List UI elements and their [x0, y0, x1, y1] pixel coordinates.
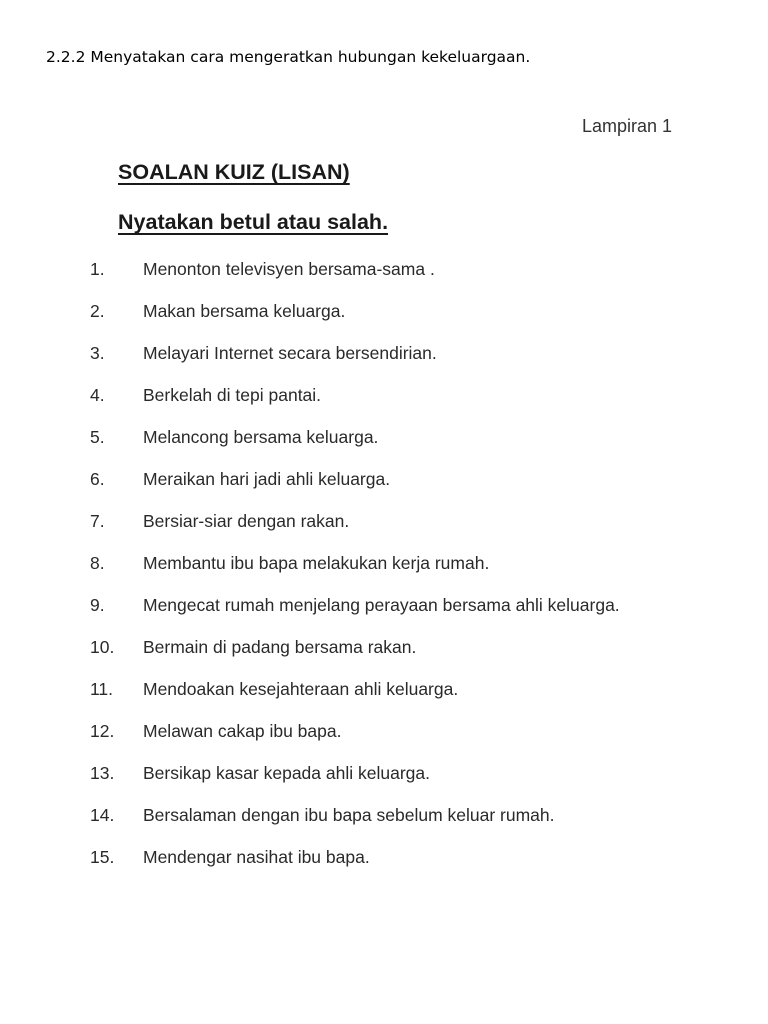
quiz-item	[90, 802, 690, 828]
quiz-title: SOALAN KUIZ (LISAN)	[118, 160, 350, 184]
item-text: Melancong bersama keluarga.	[143, 427, 379, 447]
quiz-item	[90, 256, 690, 282]
item-number: 3.	[90, 343, 105, 363]
quiz-item	[90, 592, 690, 618]
quiz-item	[90, 382, 690, 408]
item-text: Melawan cakap ibu bapa.	[143, 721, 342, 741]
quiz-item	[90, 550, 690, 576]
item-number: 8.	[90, 553, 105, 573]
item-number: 10.	[90, 637, 115, 657]
item-number: 13.	[90, 763, 115, 783]
quiz-question-list	[90, 256, 690, 886]
item-text: Berkelah di tepi pantai.	[143, 385, 322, 405]
quiz-item	[90, 298, 690, 324]
item-text: Bersiar-siar dengan rakan.	[143, 511, 350, 531]
objective-line: 2.2.2 Menyatakan cara mengeratkan hubungan kekeluargaan.	[46, 48, 531, 66]
quiz-item	[90, 466, 690, 492]
item-number: 15.	[90, 847, 115, 867]
item-number: 14.	[90, 805, 115, 825]
item-text: Mendengar nasihat ibu bapa.	[143, 847, 370, 867]
item-number: 11.	[90, 679, 114, 699]
item-text: Bermain di padang bersama rakan.	[143, 637, 417, 657]
quiz-item	[90, 676, 690, 702]
item-number: 12.	[90, 721, 115, 741]
item-number: 2.	[90, 301, 105, 321]
item-number: 7.	[90, 511, 105, 531]
item-number: 5.	[90, 427, 105, 447]
item-text: Bersikap kasar kepada ahli keluarga.	[143, 763, 430, 783]
item-number: 6.	[90, 469, 105, 489]
quiz-item	[90, 508, 690, 534]
item-text: Melayari Internet secara bersendirian.	[143, 343, 437, 363]
item-number: 1.	[90, 259, 105, 279]
item-text: Membantu ibu bapa melakukan kerja rumah.	[143, 553, 490, 573]
quiz-instruction: Nyatakan betul atau salah.	[118, 210, 389, 234]
attachment-label: Lampiran 1	[581, 116, 672, 136]
quiz-item	[90, 718, 690, 744]
item-text: Menonton televisyen bersama-sama .	[143, 259, 435, 279]
item-text: Makan bersama keluarga.	[143, 301, 346, 321]
item-text: Meraikan hari jadi ahli keluarga.	[143, 469, 391, 489]
quiz-item	[90, 340, 690, 366]
item-text: Mendoakan kesejahteraan ahli keluarga.	[143, 679, 459, 699]
item-number: 4.	[90, 385, 105, 405]
quiz-item	[90, 424, 690, 450]
quiz-item	[90, 844, 690, 870]
item-number: 9.	[90, 595, 105, 615]
quiz-item	[90, 634, 690, 660]
item-text: Bersalaman dengan ibu bapa sebelum keluar rumah.	[143, 805, 555, 825]
quiz-item	[90, 760, 690, 786]
item-text: Mengecat rumah menjelang perayaan bersama ahli keluarga.	[143, 595, 620, 615]
